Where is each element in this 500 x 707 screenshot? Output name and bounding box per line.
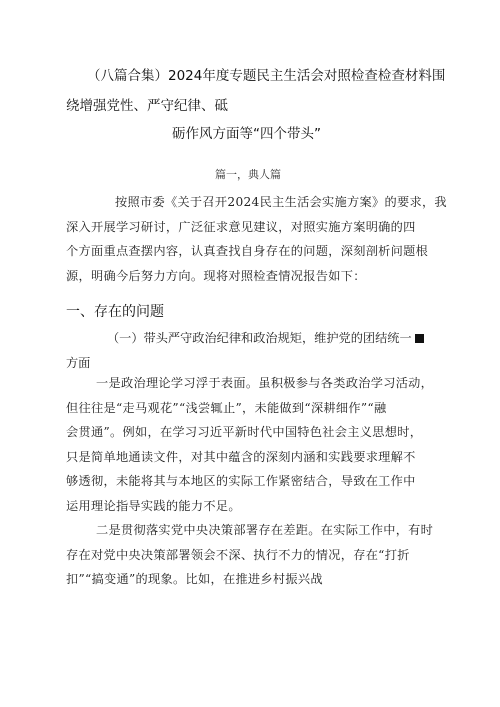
paragraph-line: 会贯通”。例如，在学习习近平新时代中国特色社会主义思想时， [66,425,423,439]
paragraph-line: 扣”“搞变通”的现象。比如，在推进乡村振兴战 [66,572,323,586]
heading-level-2 [66,326,424,375]
intro-line: 个方面重点查摆内容，认真查找自身存在的问题，深刻剖析问题根 [66,244,429,258]
paragraph-2 [66,518,466,592]
heading-level-1: 一、存在的问题 [66,304,164,320]
paragraph-line: 一是政治理论学习浮于表面。虽积极参与各类政治学习活动， [96,376,434,390]
paragraph-line: 但往往是“走马观花”“浅尝辄止”，未能做到“深耕细作”“融 [66,400,387,415]
heading-level-2-text-cont: 方面 [66,355,91,370]
paragraph-line: 二是贯彻落实党中央决策部署存在差距。在实际工作中，有时 [96,523,434,537]
intro-line: 源，明确今后努力方向。现将对照检查情况报告如下： [66,268,366,283]
intro-paragraph [66,190,466,288]
paragraph-line: 只是简单地通读文件，对其中蕴含的深刻内涵和实践要求理解不 [66,449,416,464]
paragraph-line: 运用理论指导实践的能力不足。 [66,498,241,513]
doc-title-line-2: 绕增强党性、严守纪律、砥 [66,98,228,114]
paragraph-1 [66,371,466,518]
doc-title-line-3: 砺作风方面等“四个带头” [172,126,321,142]
intro-line: 深入开展学习研讨，广泛征求意见建议，对照实施方案明确的四 [66,219,416,234]
square-bullet-icon [415,334,424,343]
section-title: 篇一，典人篇 [215,168,281,181]
intro-line: 按照市委《关于召开2024民主生活会实施方案》的要求，我 [115,195,447,209]
paragraph-line: 够透彻，未能将其与本地区的实际工作紧密结合，导致在工作中 [66,474,416,488]
heading-level-2-text: （一）带头严守政治纪律和政治规矩，维护党的团结统一 [107,331,412,345]
paragraph-line: 存在对党中央决策部署领会不深、执行不力的情况，存在“打折 [66,547,410,562]
doc-title-line-1: （八篇合集）2024年度专题民主生活会对照检查检查材料围 [87,68,446,84]
